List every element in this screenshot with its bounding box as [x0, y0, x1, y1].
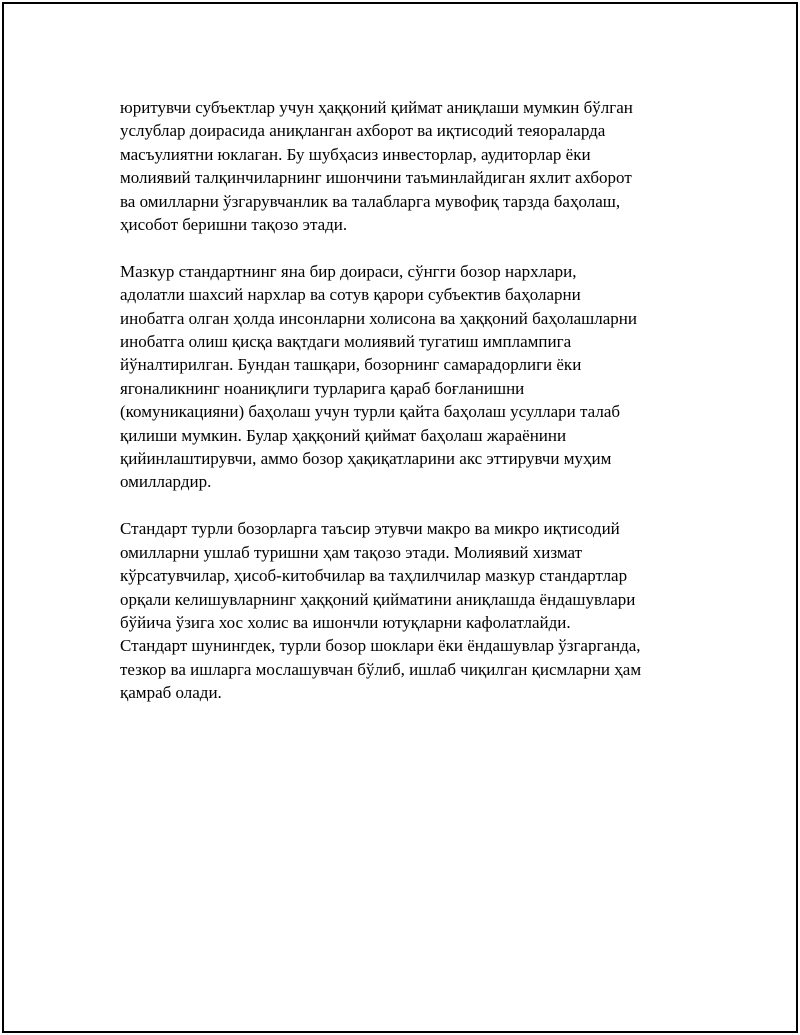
text-line: тезкор ва ишларга мослашувчан бўлиб, ишлаб чиқилган қисмларни ҳам	[120, 659, 642, 679]
text-line: молиявий талқинчиларнинг ишончини таъминлайдиган яхлит ахборот	[120, 168, 632, 188]
paragraph-2	[120, 260, 710, 494]
paragraph-3	[120, 517, 710, 704]
paragraph-1	[120, 96, 710, 236]
text-line: қилиши мумкин. Булар ҳаққоний қиймат баҳолаш жараёнини	[120, 425, 567, 445]
text-line: юритувчи субъектлар учун ҳаққоний қиймат аниқлаши мумкин бўлган	[120, 98, 633, 117]
text-line: ягоналикнинг ноаниқлиги турларига қараб боғланишни	[120, 378, 525, 398]
text-line: ҳисобот беришни тақозо этади.	[120, 215, 348, 235]
text-line: кўрсатувчилар, ҳисоб-китобчилар ва таҳлилчилар мазкур стандартлар	[120, 566, 628, 586]
text-line: адолатли шахсий нархлар ва сотув қарори субъектив баҳоларни	[120, 285, 581, 305]
text-line: омилларни ушлаб туришни ҳам тақозо этади. Молиявий хизмат	[120, 542, 583, 562]
text-line: орқали келишувларнинг ҳаққоний қийматини аниқлашда ёндашувлари	[120, 589, 636, 609]
text-line: (комуникацияни) баҳолаш учун турли қайта баҳолаш усуллари талаб	[120, 402, 621, 422]
text-line: ва омилларни ўзгарувчанлик ва талабларга мувофиқ тарзда баҳолаш,	[120, 191, 621, 211]
text-line: Мазкур стандартнинг яна бир доираси, сўнгги бозор нархлари,	[120, 261, 577, 281]
document-body	[120, 96, 710, 728]
text-line: йўналтирилган. Бундан ташқари, бозорнинг самарадорлиги ёки	[120, 355, 582, 375]
text-line: қамраб олади.	[120, 683, 222, 703]
text-line: инобатга олган ҳолда инсонларни холисона ва ҳаққоний баҳолашларни	[120, 308, 637, 328]
text-line: Стандарт шунингдек, турли бозор шоклари ёки ёндашувлар ўзгарганда,	[120, 636, 641, 656]
text-line: қийинлаштирувчи, аммо бозор ҳақиқатларини акс эттирувчи муҳим	[120, 449, 612, 469]
text-line: масъулиятни юклаган. Бу шубҳасиз инвесторлар, аудиторлар ёки	[120, 144, 591, 164]
text-line: бўйича ўзига хос холис ва ишончли ютуқларни кафолатлайди.	[120, 612, 571, 632]
text-line: омиллардир.	[120, 472, 212, 492]
document-page	[2, 2, 798, 1033]
text-line: услублар доирасида аниқланган ахборот ва иқтисодий теяораларда	[120, 121, 606, 141]
text-line: Стандарт турли бозорларга таъсир этувчи макро ва микро иқтисодий	[120, 519, 620, 539]
text-line: инобатга олиш қисқа вақтдаги молиявий тугатиш имплампига	[120, 332, 572, 352]
